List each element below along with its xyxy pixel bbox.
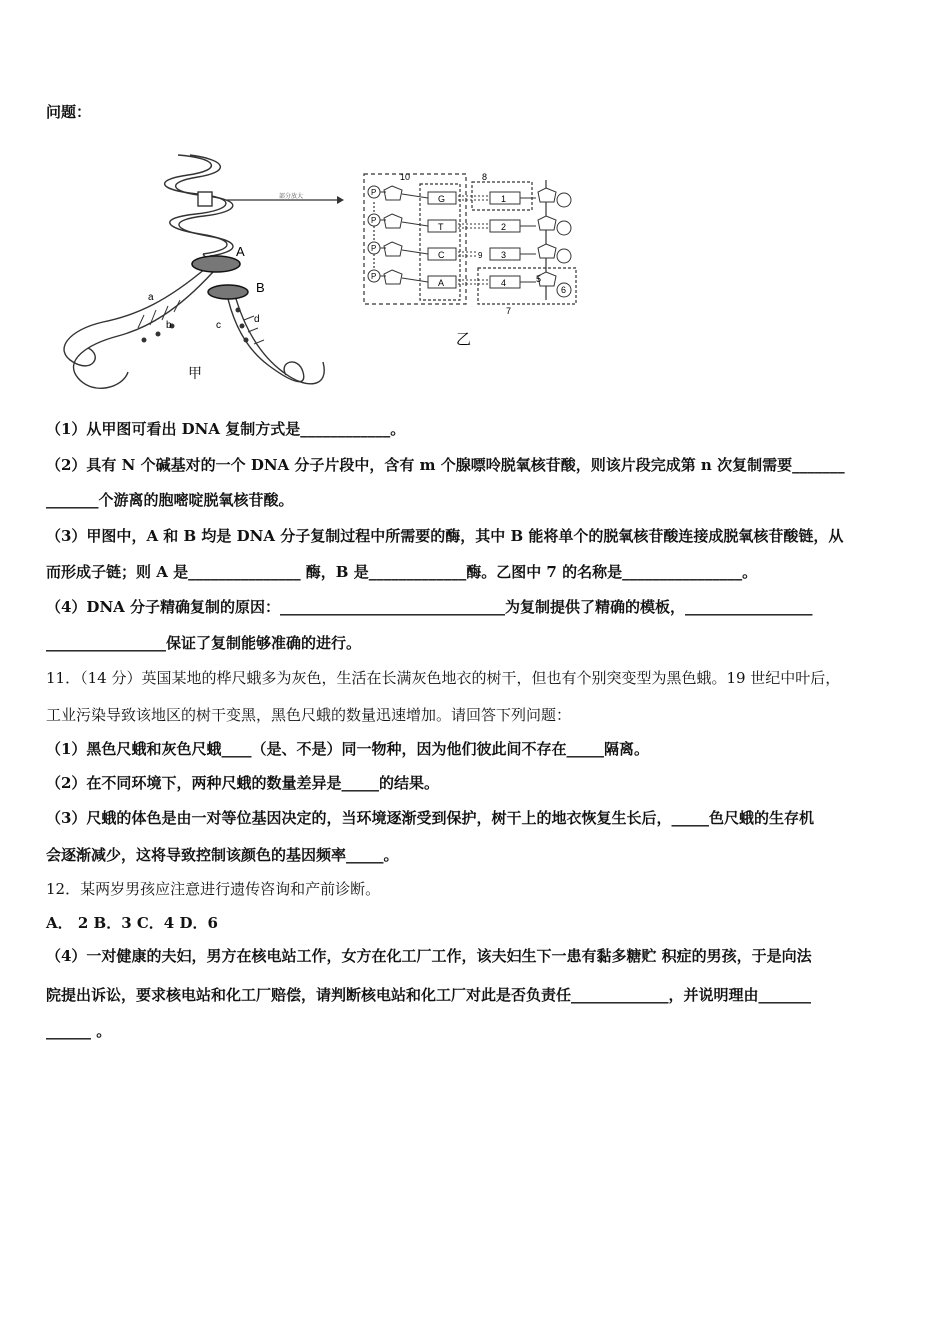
q12-part4-cont: 院提出诉讼，要求核电站和化工厂赔偿，请判断核电站和化工厂对此是否负责任_____________，并说明理由_______ bbox=[46, 986, 812, 1004]
figure-yi-dna-structure bbox=[360, 168, 585, 348]
q10-part2-cont: _______个游离的胞嘧啶脱氧核苷酸。 bbox=[46, 491, 294, 509]
base-right: 1 bbox=[501, 194, 507, 204]
base-right: 3 bbox=[501, 250, 507, 260]
q11-part3-cont: 会逐渐减少，这将导致控制该颜色的基因频率_____。 bbox=[46, 846, 399, 864]
label-b: b bbox=[166, 320, 172, 331]
base-left: C bbox=[438, 250, 445, 260]
label-9: 9 bbox=[478, 251, 483, 260]
q12-part4: （4）一对健康的夫妇，男方在核电站工作，女方在化工厂工作，该夫妇生下一患有黏多糖贮 积症的男孩，于是向法 bbox=[46, 947, 812, 965]
label-6: 6 bbox=[561, 285, 567, 295]
magnify-arrow bbox=[225, 190, 345, 210]
page-label: 问题： bbox=[46, 103, 92, 121]
label-5: 5 bbox=[536, 274, 542, 284]
q11-part1: （1）黑色尺蛾和灰色尺蛾____（是、不是）同一物种，因为他们彼此间不存在_____隔离。 bbox=[46, 740, 649, 758]
arrow-text: 部分放大 bbox=[279, 194, 304, 200]
q12-options: A． 2 B．3 C．4 D．6 bbox=[46, 914, 218, 932]
phosphate: P bbox=[371, 272, 377, 281]
caption-jia: 甲 bbox=[188, 365, 202, 381]
label-a: a bbox=[148, 292, 154, 303]
caption-yi: 乙 bbox=[456, 331, 472, 348]
q12-part4-end: ______ 。 bbox=[46, 1022, 112, 1040]
label-c: c bbox=[216, 320, 221, 331]
q10-part3-cont: 而形成子链；则 A 是_______________ 酶，B 是_____________酶。乙图中 7 的名称是________________。 bbox=[46, 563, 758, 581]
label-A: A bbox=[236, 244, 245, 259]
q10-part2: （2）具有 N 个碱基对的一个 DNA 分子片段中，含有 m 个腺嘌呤脱氧核苷酸，则该片段完成第 n 次复制需要_______ bbox=[46, 456, 845, 474]
figure-jia-replication-fork bbox=[48, 150, 338, 400]
q10-part3: （3）甲图中，A 和 B 均是 DNA 分子复制过程中所需要的酶，其中 B 能将单个的脱氧核苷酸连接成脱氧核苷酸链，从 bbox=[46, 527, 844, 545]
q11-part3: （3）尺蛾的体色是由一对等位基因决定的，当环境逐渐受到保护，树干上的地衣恢复生长后，_____色尺蛾的生存机 bbox=[46, 809, 814, 827]
q11-stem: 11．（14 分）英国某地的桦尺蛾多为灰色，生活在长满灰色地衣的树干，但也有个别突变型为黑色蛾。19 世纪中叶后， bbox=[46, 669, 841, 687]
phosphate: P bbox=[371, 244, 377, 253]
q12-stem: 12．某两岁男孩应注意进行遗传咨询和产前诊断。 bbox=[46, 880, 381, 898]
label-B: B bbox=[256, 280, 265, 295]
q10-part1: （1）从甲图可看出 DNA 复制方式是____________。 bbox=[46, 420, 406, 438]
phosphate: P bbox=[371, 216, 377, 225]
base-left: A bbox=[438, 278, 445, 288]
label-7: 7 bbox=[506, 306, 512, 316]
q11-part2: （2）在不同环境下，两种尺蛾的数量差异是_____的结果。 bbox=[46, 774, 439, 792]
base-right: 2 bbox=[501, 222, 507, 232]
base-right: 4 bbox=[501, 278, 507, 288]
label-8: 8 bbox=[482, 172, 488, 182]
label-10: 10 bbox=[400, 172, 411, 182]
base-left: T bbox=[438, 222, 444, 232]
q11-stem-cont: 工业污染导致该地区的树干变黑，黑色尺蛾的数量迅速增加。请回答下列问题： bbox=[46, 706, 572, 724]
q10-part4: （4）DNA 分子精确复制的原因：______________________________为复制提供了精确的模板，_________________ bbox=[46, 598, 813, 616]
label-d: d bbox=[254, 314, 260, 325]
q10-part4-cont: ________________保证了复制能够准确的进行。 bbox=[46, 634, 362, 652]
phosphate: P bbox=[371, 188, 377, 197]
base-left: G bbox=[438, 194, 446, 204]
